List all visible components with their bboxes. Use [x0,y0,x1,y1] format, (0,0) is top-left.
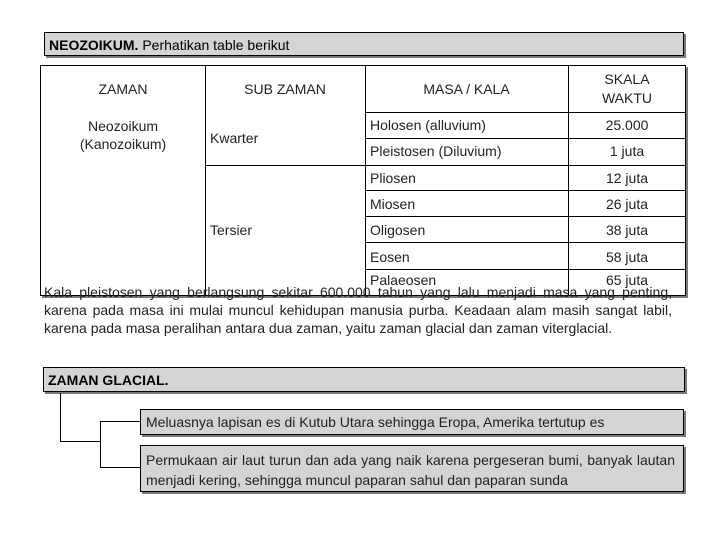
column-header-masa-kala: MASA / KALA [423,81,510,97]
masa-cell: Oligosen [370,222,426,238]
section-title-bold: NEOZOIKUM. [49,37,139,53]
glacial-point-2: Permukaan air laut turun dan ada yang naik karena pergeseran bumi, banyak lautan menjadi kering, sehingga muncul paparan sahul dan paparan sunda [140,445,684,492]
sub-zaman-tersier: Tersier [210,222,253,238]
pleistosen-paragraph: Kala pleistosen yang berlangsung sekitar 600.000 tahun yang lalu menjadi masa yang penting, karena pada masa ini mulai muncul kehidupan manusia purba. Keadaan alam masih sangat labil, karena pada masa peralihan antara dua zaman, yaitu zaman glacial dan zaman viterglacial. [44,284,672,336]
waktu-cell: 12 juta [605,170,649,186]
table-divider [365,242,686,243]
table-divider [365,138,686,139]
sub-zaman-kwarter: Kwarter [210,130,259,146]
masa-cell: Miosen [370,196,416,212]
waktu-cell: 25.000 [605,117,649,133]
section-title-text: Perhatikan table berikut [142,37,290,53]
section-title-glacial [43,367,685,392]
glacial-point-1: Meluasnya lapisan es di Kutub Utara sehingga Eropa, Amerika tertutup es [140,409,684,435]
waktu-cell: 1 juta [609,143,645,159]
section-title-neozoikum [44,32,684,56]
masa-cell: Pleistosen (Diluvium) [370,143,502,159]
masa-cell: Holosen (alluvium) [370,117,486,133]
connector-line [100,421,140,422]
table-divider [365,65,366,295]
table-divider [365,190,686,191]
column-header-sub-zaman: SUB ZAMAN [244,81,326,97]
table-divider [365,112,686,113]
waktu-cell: 58 juta [605,249,649,265]
masa-cell: Pliosen [370,170,416,186]
column-header-skala-waktu: SKALA WAKTU [601,71,653,106]
table-divider [205,165,686,166]
waktu-cell: 38 juta [605,222,649,238]
waktu-cell: 65 juta [605,272,649,288]
table-divider [365,269,686,270]
masa-cell: Eosen [370,249,410,265]
masa-cell: Palaeosen [370,272,437,288]
glacial-title-text: ZAMAN GLACIAL. [48,372,169,388]
table-divider [365,216,686,217]
table-divider [205,65,206,295]
column-header-zaman: ZAMAN [98,81,148,97]
waktu-cell: 26 juta [605,196,649,212]
zaman-cell: Neozoikum (Kanozoikum) [79,118,167,152]
connector-line [100,421,101,468]
connector-line [60,441,100,442]
connector-line [60,393,61,441]
connector-line [100,467,140,468]
